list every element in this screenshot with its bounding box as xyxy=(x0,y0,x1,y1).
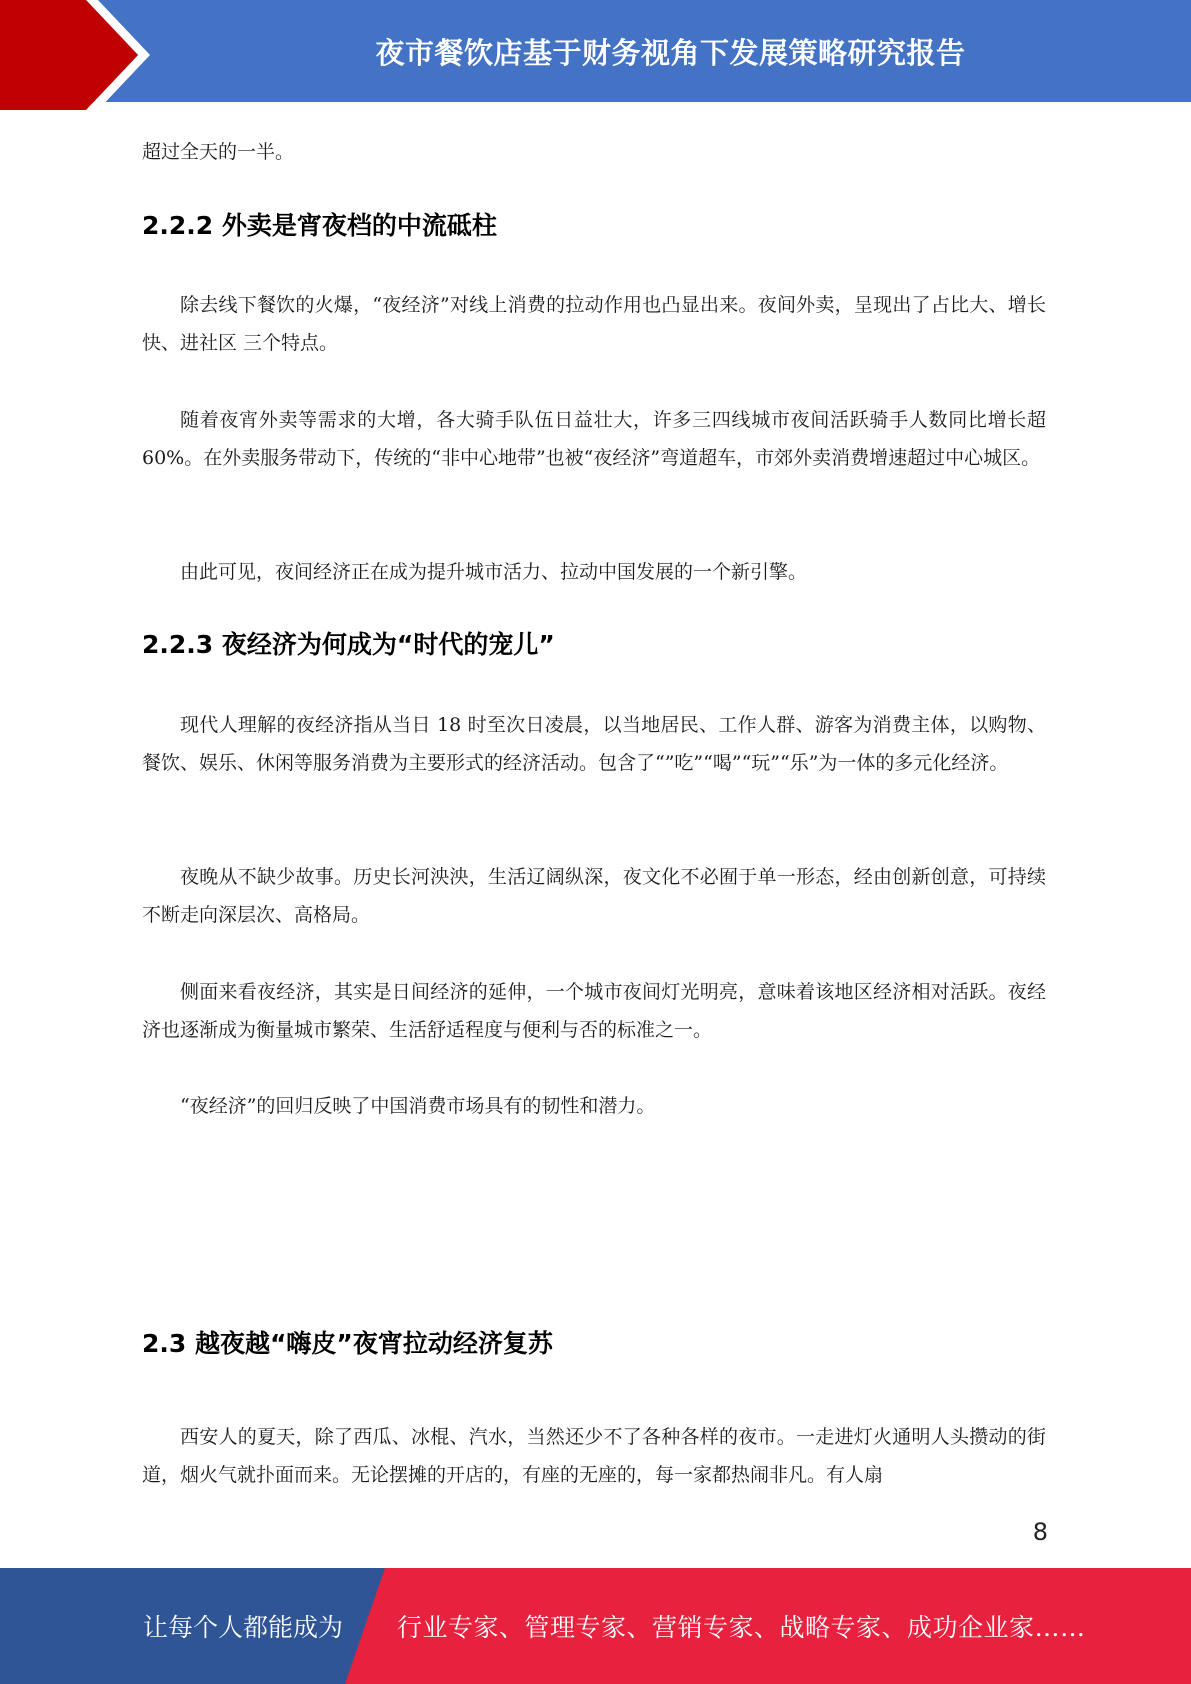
paragraph: “夜经济”的回归反映了中国消费市场具有的韧性和潜力。 xyxy=(180,1095,656,1117)
document-title: 夜市餐饮店基于财务视角下发展策略研究报告 xyxy=(375,35,966,70)
paragraph: 由此可见，夜间经济正在成为提升城市活力、拉动中国发展的一个新引擎。 xyxy=(180,561,808,583)
paragraph: 侧面来看夜经济，其实是日间经济的延伸，一个城市夜间灯光明亮，意味着该地区经济相对活跃。夜经济也逐渐成为衡量城市繁荣、生活舒适程度与便利与否的标准之一。 xyxy=(142,981,1046,1041)
paragraph: 现代人理解的夜经济指从当日 18 时至次日凌晨，以当地居民、工作人群、游客为消费主体，以购物、餐饮、娱乐、休闲等服务消费为主要形式的经济活动。包含了“”吃”“喝”“玩”“乐”为一体的多元化经济。 xyxy=(142,714,1046,774)
page-number: 8 xyxy=(1032,1518,1048,1546)
section-heading-2-2-3: 2.2.3 夜经济为何成为“时代的宠儿” xyxy=(142,630,555,659)
paragraph: 夜晚从不缺少故事。历史长河泱泱，生活辽阔纵深，夜文化不必囿于单一形态，经由创新创意，可持续不断走向深层次、高格局。 xyxy=(142,866,1046,926)
paragraph-continuation: 超过全天的一半。 xyxy=(142,141,295,163)
section-heading-2-3: 2.3 越夜越“嗨皮”夜宵拉动经济复苏 xyxy=(142,1329,553,1358)
paragraph: 除去线下餐饮的火爆，“夜经济”对线上消费的拉动作用也凸显出来。夜间外卖，呈现出了占比大、增长快、进社区 三个特点。 xyxy=(142,294,1046,354)
footer-slogan-left: 让每个人都能成为 xyxy=(143,1613,344,1642)
section-heading-2-2-2: 2.2.2 外卖是宵夜档的中流砥柱 xyxy=(142,211,497,240)
footer-slogan-right: 行业专家、管理专家、营销专家、战略专家、成功企业家…… xyxy=(397,1613,1086,1642)
paragraph: 随着夜宵外卖等需求的大增，各大骑手队伍日益壮大，许多三四线城市夜间活跃骑手人数同比增长超 60%。在外卖服务带动下，传统的“非中心地带”也被“夜经济”弯道超车，市郊外卖消费增速超过中心城区。 xyxy=(142,409,1046,469)
paragraph: 西安人的夏天，除了西瓜、冰棍、汽水，当然还少不了各种各样的夜市。一走进灯火通明人头攒动的街道，烟火气就扑面而来。无论摆摊的开店的，有座的无座的，每一家都热闹非凡。有人扇 xyxy=(142,1426,1046,1486)
header-banner xyxy=(0,0,1191,110)
footer-banner xyxy=(0,1568,1191,1684)
